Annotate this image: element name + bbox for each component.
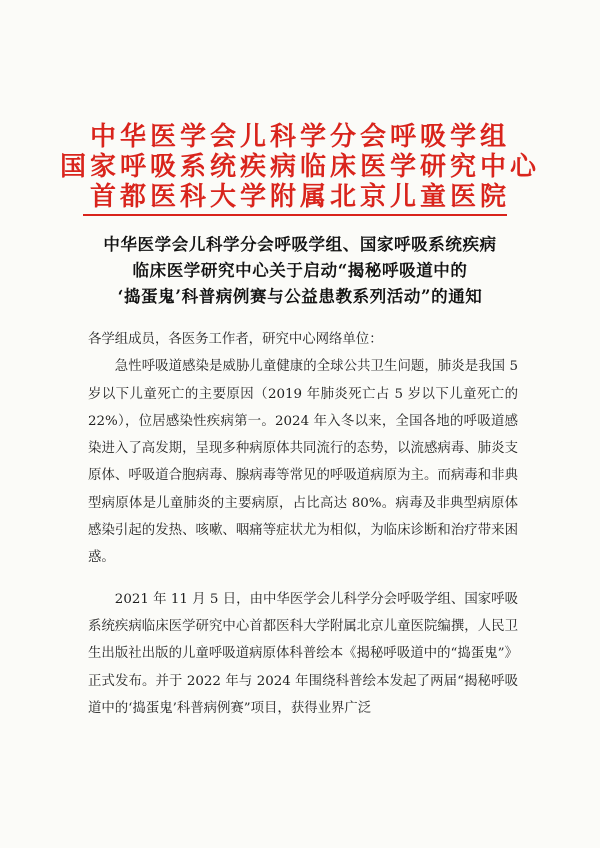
paragraph-1: 急性呼吸道感染是威胁儿童健康的全球公共卫生问题，肺炎是我国 5 岁以下儿童死亡的主要原因（2019 年肺炎死亡占 5 岁以下儿童死亡的 22%），位居感染性疾病第一。2024 年入冬以来，全国各地的呼吸道感染进入了高发期，呈现多种病原体共同流行的态势，以流感病毒、肺炎支原体、呼吸道合胞病毒、腺病毒等常见的呼吸道病原为主。而病毒和非典型病原体是儿童肺炎的主要病原，占比高达 80%。病毒及非典型病原体感染引起的发热、咳嗽、咽痛等症状尤为相似，为临床诊断和治疗带来困惑。: [88, 359, 518, 566]
title-line-1: 中华医学会儿科学分会呼吸学组、国家呼吸系统疾病: [103, 235, 497, 254]
letterhead-line-1: 中华医学会儿科学分会呼吸学组: [89, 122, 510, 152]
paragraph-2: 2021 年 11 月 5 日，由中华医学会儿科学分会呼吸学组、国家呼吸系统疾病临床医学研究中心首都医科大学附属北京儿童医院编撰，人民卫生出版社出版的儿童呼吸道病原体科普绘本《揭秘呼吸道中的“捣蛋鬼”》正式发布。并于 2022 年与 2024 年围绕科普绘本发起了两届“揭秘呼吸道中的‘捣蛋鬼’科普病例赛”项目，获得业界广泛: [88, 591, 518, 716]
salutation: 各学组成员，各医务工作者，研究中心网络单位：: [88, 332, 383, 347]
red-divider-line: [83, 214, 507, 216]
document-body: [88, 326, 518, 722]
title-line-3: ‘捣蛋鬼’科普病例赛与公益患教系列活动”的通知: [117, 287, 483, 306]
letterhead-line-3: 首都医科大学附属北京儿童医院: [89, 182, 510, 212]
letterhead: [0, 122, 600, 212]
title-line-2: 临床医学研究中心关于启动“揭秘呼吸道中的: [132, 261, 468, 280]
letterhead-line-2: 国家呼吸系统疾病临床医学研究中心: [59, 152, 540, 182]
document-title: [70, 232, 530, 310]
